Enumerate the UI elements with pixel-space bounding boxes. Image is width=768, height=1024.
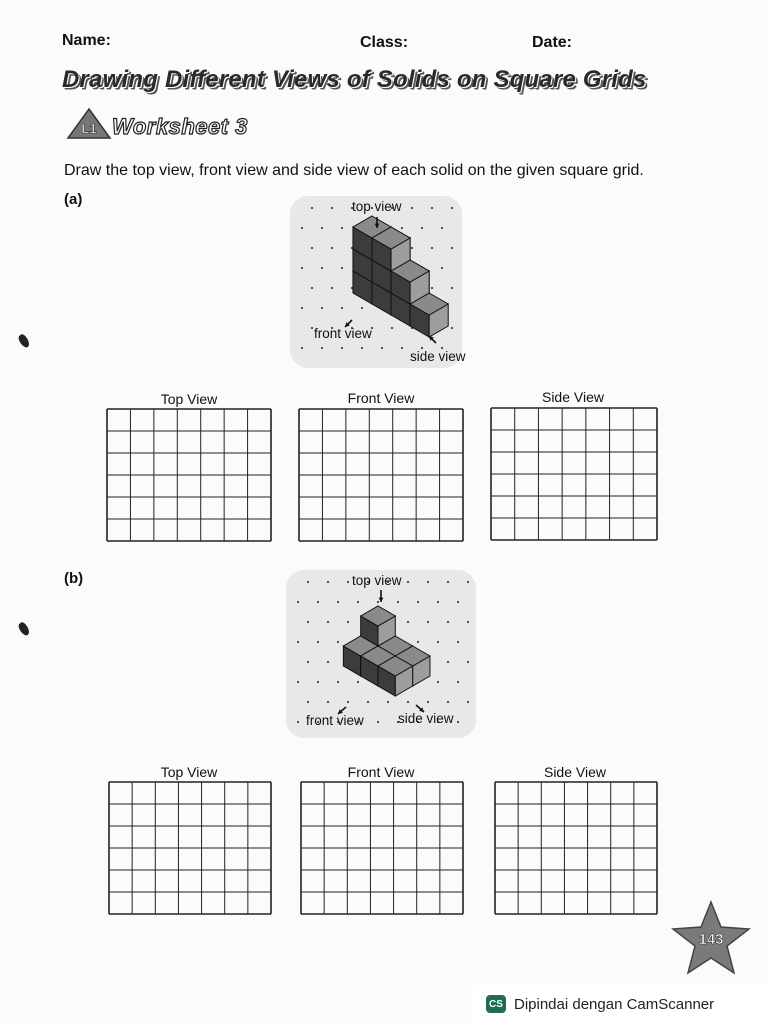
- grid-b-side-view[interactable]: [494, 781, 658, 915]
- binder-mark: [17, 621, 32, 637]
- iso-dot: [337, 601, 339, 603]
- iso-dot: [467, 621, 469, 623]
- iso-dot: [377, 601, 379, 603]
- grid-a-top-view[interactable]: [106, 408, 272, 542]
- page-number: 143: [698, 931, 724, 948]
- iso-dot: [337, 641, 339, 643]
- figure-a-side-view-label: side view: [410, 349, 466, 364]
- iso-dot: [437, 641, 439, 643]
- iso-dot: [431, 287, 433, 289]
- grid-b-front-view[interactable]: [300, 781, 464, 915]
- figure-a-top-view-label: top view: [352, 199, 402, 214]
- iso-dot: [387, 701, 389, 703]
- iso-dot: [311, 327, 313, 329]
- scanner-footer: [472, 984, 768, 1024]
- iso-dot: [407, 581, 409, 583]
- class-label: Class:: [360, 34, 409, 51]
- iso-dot: [311, 207, 313, 209]
- grid-a-side-caption: Side View: [541, 389, 604, 405]
- iso-dot: [431, 247, 433, 249]
- iso-dot: [327, 661, 329, 663]
- iso-dot: [381, 347, 383, 349]
- iso-dot: [451, 247, 453, 249]
- worksheet-label: Worksheet 3: [112, 114, 248, 139]
- iso-dot: [301, 267, 303, 269]
- iso-dot: [427, 581, 429, 583]
- grid-b-front-caption: Front View: [347, 764, 415, 780]
- iso-dot: [431, 207, 433, 209]
- iso-dot: [457, 721, 459, 723]
- grid-a-top-caption: Top View: [160, 391, 218, 407]
- iso-dot: [297, 721, 299, 723]
- iso-dot: [401, 227, 403, 229]
- iso-dot: [401, 347, 403, 349]
- figure-b-top-view-label: top view: [352, 573, 402, 588]
- binder-mark: [17, 333, 32, 349]
- view-arrowhead: [379, 598, 384, 602]
- iso-dot: [451, 287, 453, 289]
- iso-dot: [457, 601, 459, 603]
- iso-dot: [397, 601, 399, 603]
- part-b-label: (b): [64, 570, 84, 587]
- iso-dot: [341, 347, 343, 349]
- iso-dot: [311, 287, 313, 289]
- iso-dot: [321, 267, 323, 269]
- iso-dot: [361, 307, 363, 309]
- iso-dot: [321, 307, 323, 309]
- iso-dot: [411, 247, 413, 249]
- iso-dot: [311, 247, 313, 249]
- iso-dot: [451, 327, 453, 329]
- level-triangle-icon: [66, 106, 112, 140]
- iso-dot: [407, 621, 409, 623]
- iso-dot: [357, 681, 359, 683]
- iso-dot: [301, 347, 303, 349]
- iso-dot: [327, 701, 329, 703]
- iso-dot: [467, 661, 469, 663]
- grid-a-front-view[interactable]: [298, 408, 464, 542]
- iso-dot: [457, 681, 459, 683]
- iso-dot: [337, 681, 339, 683]
- iso-dot: [467, 701, 469, 703]
- iso-dot: [331, 287, 333, 289]
- level-badge: L1: [81, 121, 97, 136]
- grid-b-top-caption: Top View: [160, 764, 218, 780]
- iso-dot: [441, 267, 443, 269]
- iso-dot: [377, 721, 379, 723]
- iso-dot: [341, 227, 343, 229]
- grid-a-side-view[interactable]: [490, 407, 658, 541]
- iso-dot: [451, 207, 453, 209]
- grid-b-top-view[interactable]: [108, 781, 272, 915]
- iso-dot: [467, 581, 469, 583]
- instruction-text: Draw the top view, front view and side view of each solid on the given square grid.: [64, 162, 644, 179]
- iso-dot: [341, 267, 343, 269]
- iso-dot: [437, 601, 439, 603]
- iso-dot: [447, 661, 449, 663]
- figure-a: [290, 196, 462, 368]
- iso-dot: [347, 701, 349, 703]
- iso-dot: [347, 621, 349, 623]
- iso-dot: [357, 601, 359, 603]
- iso-dot: [447, 621, 449, 623]
- part-a-label: (a): [64, 191, 83, 208]
- iso-dot: [307, 701, 309, 703]
- iso-dot: [361, 347, 363, 349]
- iso-dot: [327, 581, 329, 583]
- scanner-text: Dipindai dengan CamScanner: [514, 995, 715, 1013]
- iso-dot: [441, 227, 443, 229]
- iso-dot: [391, 327, 393, 329]
- iso-dot: [327, 621, 329, 623]
- iso-dot: [367, 701, 369, 703]
- iso-dot: [447, 581, 449, 583]
- iso-dot: [307, 621, 309, 623]
- iso-dot: [307, 581, 309, 583]
- iso-dot: [297, 681, 299, 683]
- iso-dot: [427, 701, 429, 703]
- iso-dot: [407, 701, 409, 703]
- iso-dot: [331, 247, 333, 249]
- iso-dot: [317, 641, 319, 643]
- iso-dot: [457, 641, 459, 643]
- iso-dot: [301, 227, 303, 229]
- iso-dot: [331, 207, 333, 209]
- iso-dot: [411, 207, 413, 209]
- date-label: Date:: [532, 34, 573, 51]
- iso-dot: [427, 621, 429, 623]
- iso-dot: [317, 601, 319, 603]
- grid-a-front-caption: Front View: [347, 390, 415, 406]
- iso-dot: [447, 701, 449, 703]
- iso-dot: [307, 661, 309, 663]
- iso-dot: [341, 307, 343, 309]
- iso-dot: [417, 601, 419, 603]
- grid-b-side-caption: Side View: [543, 764, 606, 780]
- iso-dot: [421, 227, 423, 229]
- figure-b-side-view-label: side view: [398, 711, 454, 726]
- iso-dot: [437, 681, 439, 683]
- camscanner-logo-icon: CS: [486, 995, 506, 1013]
- page-number-star-icon: [670, 900, 752, 976]
- iso-dot: [347, 581, 349, 583]
- iso-dot: [297, 601, 299, 603]
- figure-a-front-view-label: front view: [314, 326, 372, 341]
- iso-dot: [301, 307, 303, 309]
- name-label: Name:: [62, 32, 111, 49]
- page-title: Drawing Different Views of Solids on Square Grids: [62, 66, 647, 93]
- figure-b-front-view-label: front view: [306, 713, 364, 728]
- iso-dot: [317, 681, 319, 683]
- iso-dot: [297, 641, 299, 643]
- iso-dot: [321, 227, 323, 229]
- iso-dot: [321, 347, 323, 349]
- iso-dot: [417, 641, 419, 643]
- solid-a-drawing: [290, 196, 462, 368]
